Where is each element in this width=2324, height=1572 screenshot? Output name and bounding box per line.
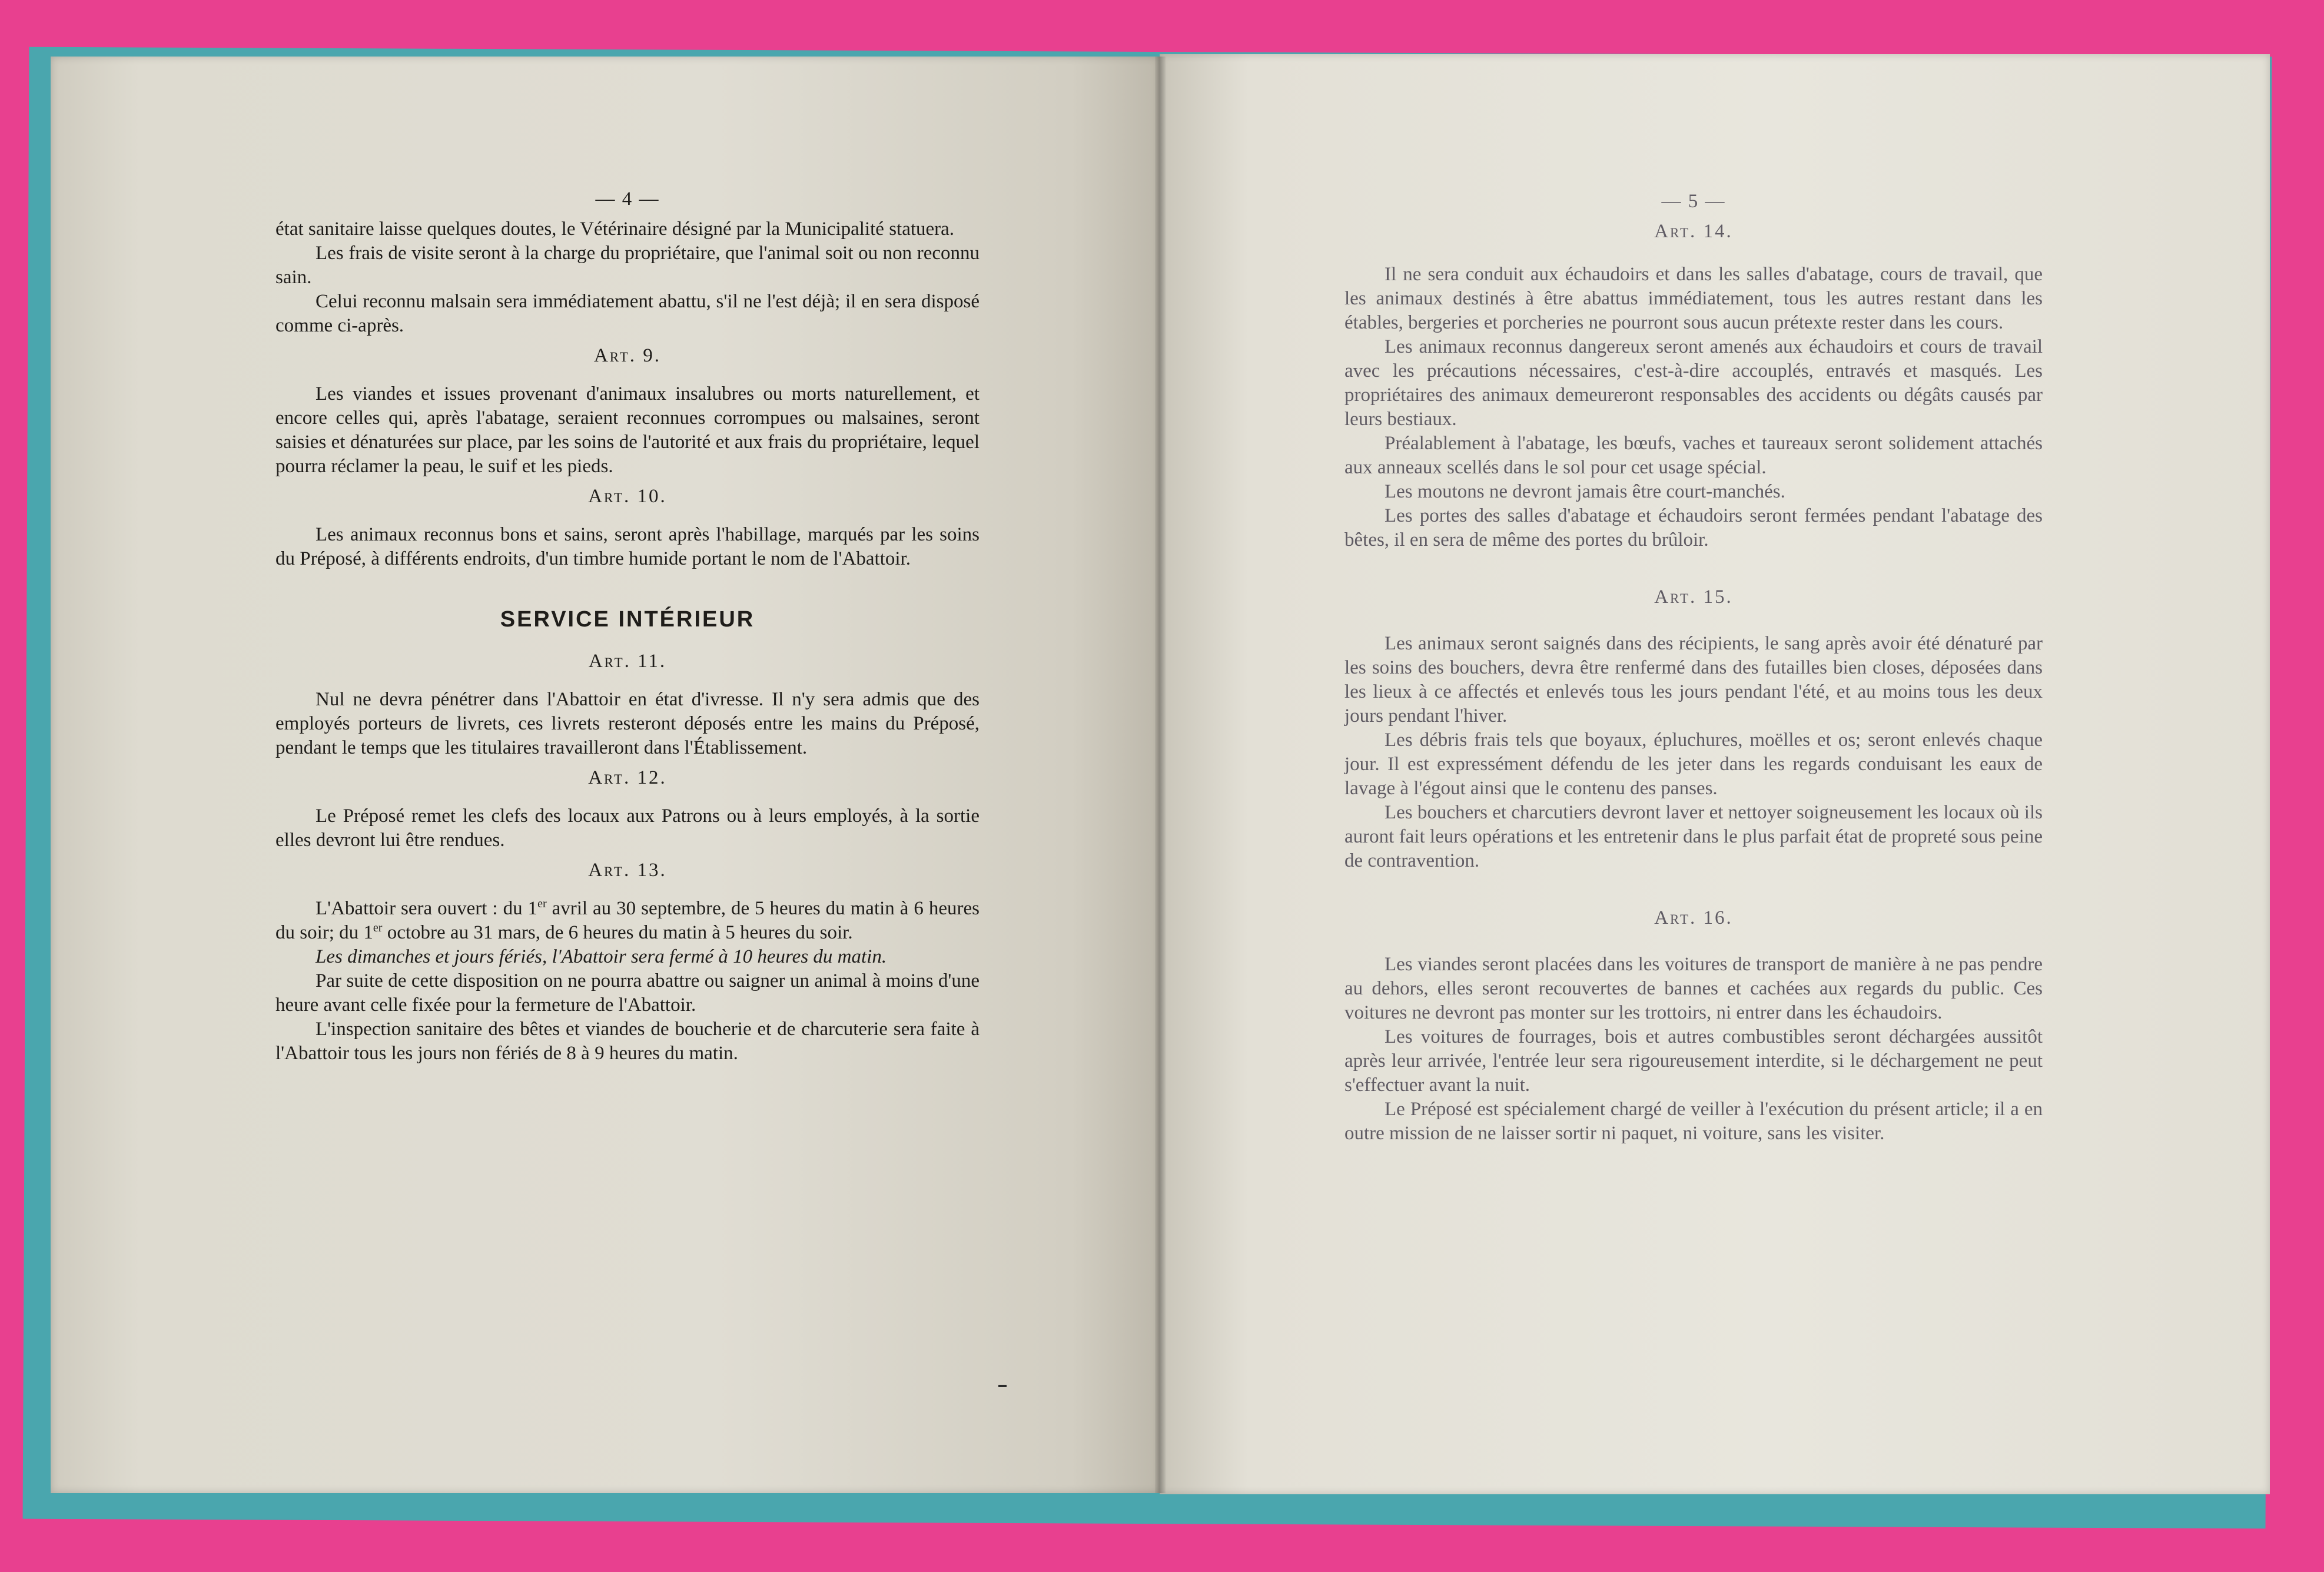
text-run: avril au 30 septembre, de 5 heures du matin à 6 heures du soir; du 1: [275, 898, 980, 943]
ink-mark: [998, 1385, 1007, 1387]
paragraph: Les moutons ne devront jamais être court-manchés.: [1385, 481, 1785, 502]
paragraph: Les portes des salles d'abatage et échaudoirs seront fermées pendant l'abatage des bêtes, il en sera de même des portes du brûloir.: [1344, 505, 2043, 550]
paragraph: état sanitaire laisse quelques doutes, le Vétérinaire désigné par la Municipalité statuera.: [275, 218, 955, 240]
paragraph: Les animaux seront saignés dans des récipients, le sang après avoir été dénaturé par les soins des bouchers, devra être renfermé dans des futailles bien closes, déposées dans les lieux à ce affectés et enlevés tous les jours pendant l'été, et au moins tous les deux jours pendant l'hiver.: [1344, 633, 2043, 727]
paragraph: Les voitures de fourrages, bois et autres combustibles seront déchargées aussitôt après leur arrivée, l'entrée leur sera rigoureusement interdite, si le déchargement ne peut s'effectuer avant la nuit.: [1344, 1026, 2043, 1096]
article-heading: Art. 11.: [588, 651, 667, 672]
paragraph: [275, 897, 980, 945]
paragraph: Les bouchers et charcutiers devront laver et nettoyer soigneusement les locaux où ils auront fait leurs opérations et les entretenir dans le plus parfait état de propreté sous peine de contravention.: [1344, 802, 2043, 871]
paragraph: Le Préposé est spécialement chargé de veiller à l'exécution du présent article; il a en outre mission de ne laisser sortir ni paquet, ni voiture, sans les visiter.: [1344, 1099, 2043, 1144]
paragraph: Le Préposé remet les clefs des locaux aux Patrons ou à leurs employés, à la sortie elles devront lui être rendues.: [275, 805, 980, 851]
paragraph: Nul ne devra pénétrer dans l'Abattoir en état d'ivresse. Il n'y sera admis que des employés porteurs de livrets, ces livrets resteront déposés entre les mains du Préposé, pendant le temps que les titulaires travailleront dans l'Établissement.: [275, 689, 980, 758]
text-run: L'Abattoir sera ouvert : du 1: [316, 898, 538, 919]
page-number-5: — 5 —: [1661, 191, 1726, 212]
article-heading: Art. 10.: [588, 486, 667, 507]
article-heading: Art. 9.: [593, 345, 662, 366]
text-run: octobre au 31 mars, de 6 heures du matin à 5 heures du soir.: [382, 922, 853, 943]
article-heading: Art. 12.: [588, 767, 667, 788]
article-heading: Art. 15.: [1654, 586, 1733, 608]
article-heading: Art. 13.: [588, 860, 667, 881]
booklet-spine: [1155, 57, 1166, 1493]
left-page-text: [275, 187, 980, 1066]
paragraph: Les frais de visite seront à la charge du propriétaire, que l'animal soit ou non reconnu sain.: [275, 243, 980, 288]
article-heading: Art. 16.: [1654, 907, 1733, 928]
paragraph: Les animaux reconnus dangereux seront amenés aux échaudoirs et cours de travail avec les précautions nécessaires, c'est-à-dire accouplés, entravés et masqués. Les propriétaires des animaux demeureront responsables des accidents ou dégâts causés par leurs bestiaux.: [1344, 336, 2043, 430]
paragraph: Par suite de cette disposition on ne pourra abattre ou saigner un animal à moins d'une heure avant celle fixée pour la fermeture de l'Abattoir.: [275, 970, 980, 1016]
paragraph: Les débris frais tels que boyaux, épluchures, moëlles et os; seront enlevés chaque jour. Il est expressément défendu de les jeter dans les regards conduisant les eaux de lavage à l'égout ainsi que le contenu des panses.: [1344, 729, 2043, 799]
paragraph: L'inspection sanitaire des bêtes et viandes de boucherie et de charcuterie sera faite à l'Abattoir tous les jours non fériés de 8 à 9 heures du matin.: [275, 1019, 980, 1064]
paragraph: Les viandes seront placées dans les voitures de transport de manière à ne pas pendre au dehors, elles seront recouvertes de bannes et cachées aux regards du public. Ces voitures ne devront pas monter sur les trottoirs, ni entrer dans les échaudoirs.: [1344, 954, 2043, 1023]
paragraph: Les animaux reconnus bons et sains, seront après l'habillage, marqués par les soins du Préposé, à différents endroits, d'un timbre humide portant le nom de l'Abattoir.: [275, 524, 980, 569]
superscript: er: [373, 921, 383, 934]
page-number-4: — 4 —: [595, 188, 660, 210]
right-page-text: [1344, 190, 2043, 1146]
paragraph: Celui reconnu malsain sera immédiatement abattu, s'il ne l'est déjà; il en sera disposé comme ci-après.: [275, 291, 980, 336]
paragraph: Les viandes et issues provenant d'animaux insalubres ou morts naturellement, et encore celles qui, après l'abatage, seraient reconnues corrompues ou malsaines, seront saisies et dénaturées sur place, par les soins de l'autorité et aux frais du propriétaire, lequel pourra réclamer la peau, le suif et les pieds.: [275, 383, 980, 477]
paragraph: Il ne sera conduit aux échaudoirs et dans les salles d'abatage, cours de travail, que les animaux destinés à être abattus immédiatement, tous les autres restant dans les étables, bergeries et porcheries ne pourront sous aucun prétexte rester dans les cours.: [1344, 264, 2043, 333]
italic-paragraph: Les dimanches et jours fériés, l'Abattoir sera fermé à 10 heures du matin.: [316, 946, 887, 967]
article-heading: Art. 14.: [1654, 221, 1733, 242]
superscript: er: [537, 897, 547, 910]
section-title: SERVICE INTÉRIEUR: [500, 607, 755, 632]
paragraph: Préalablement à l'abatage, les bœufs, vaches et taureaux seront solidement attachés aux anneaux scellés dans le sol pour cet usage spécial.: [1344, 433, 2043, 478]
